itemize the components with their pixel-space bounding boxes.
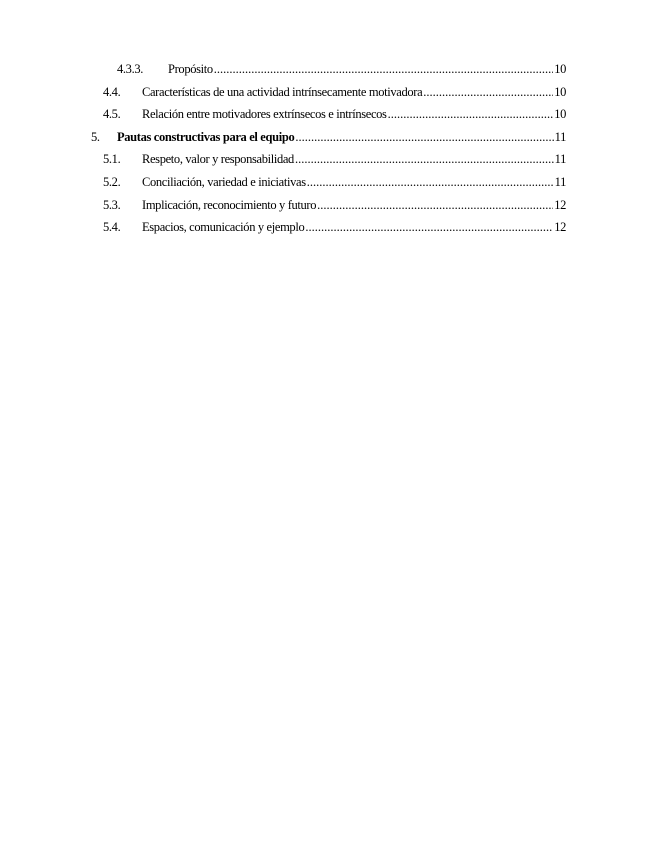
toc-entry-5-1[interactable]: [0, 148, 655, 171]
toc-entry-number: 4.5.: [103, 107, 121, 122]
toc-entry-title: Relación entre motivadores extrínsecos e intrínsecos: [142, 107, 387, 122]
toc-entry-5-4[interactable]: [0, 216, 655, 239]
toc-entry-line: [142, 194, 566, 217]
toc-entry-number: 5.2.: [103, 174, 121, 189]
toc-entry-number: 5.1.: [103, 152, 121, 167]
toc-entry-number: 4.3.3.: [117, 62, 144, 76]
toc-dot-leader: [295, 148, 554, 171]
toc-entry-title: Respeto, valor y responsabilidad: [142, 152, 294, 167]
toc-entry-number: 5.: [91, 129, 100, 144]
toc-entry-page: 11: [554, 129, 566, 144]
table-of-contents: [0, 58, 655, 239]
toc-entry-line: [142, 216, 566, 239]
toc-entry-title: Espacios, comunicación y ejemplo: [142, 220, 305, 235]
toc-entry-page: 12: [554, 220, 566, 235]
toc-entry-5-2[interactable]: [0, 171, 655, 194]
toc-entry-4-4[interactable]: [0, 81, 655, 104]
toc-dot-leader: [295, 126, 553, 149]
toc-entry-title: Implicación, reconocimiento y futuro: [142, 197, 317, 212]
toc-dot-leader: [214, 58, 553, 81]
toc-entry-line: [142, 103, 566, 126]
toc-entry-page: 11: [554, 174, 566, 189]
toc-dot-leader: [305, 216, 553, 239]
toc-entry-page: 10: [554, 107, 566, 122]
toc-entry-page: 12: [554, 197, 566, 212]
toc-dot-leader: [307, 171, 554, 194]
toc-entry-line: [168, 58, 566, 81]
toc-entry-4-3-3[interactable]: [0, 58, 655, 81]
toc-entry-5[interactable]: [0, 126, 655, 149]
toc-entry-line: [142, 148, 566, 171]
toc-entry-4-5[interactable]: [0, 103, 655, 126]
toc-entry-title: Propósito: [168, 62, 213, 76]
toc-entry-page: 11: [554, 152, 566, 167]
toc-dot-leader: [423, 81, 553, 104]
toc-entry-page: 10: [554, 84, 566, 99]
toc-entry-5-3[interactable]: [0, 194, 655, 217]
toc-entry-title: Características de una actividad intrínsecamente motivadora: [142, 84, 423, 99]
toc-entry-title: Pautas constructivas para el equipo: [117, 129, 295, 144]
toc-entry-line: [117, 126, 566, 149]
toc-entry-page: 10: [554, 62, 566, 76]
toc-entry-title: Conciliación, variedad e iniciativas: [142, 174, 306, 189]
toc-entry-number: 4.4.: [103, 84, 121, 99]
toc-entry-number: 5.3.: [103, 197, 121, 212]
toc-entry-number: 5.4.: [103, 220, 121, 235]
toc-dot-leader: [388, 103, 554, 126]
toc-dot-leader: [317, 194, 553, 217]
toc-entry-line: [142, 171, 566, 194]
toc-entry-line: [142, 81, 566, 104]
